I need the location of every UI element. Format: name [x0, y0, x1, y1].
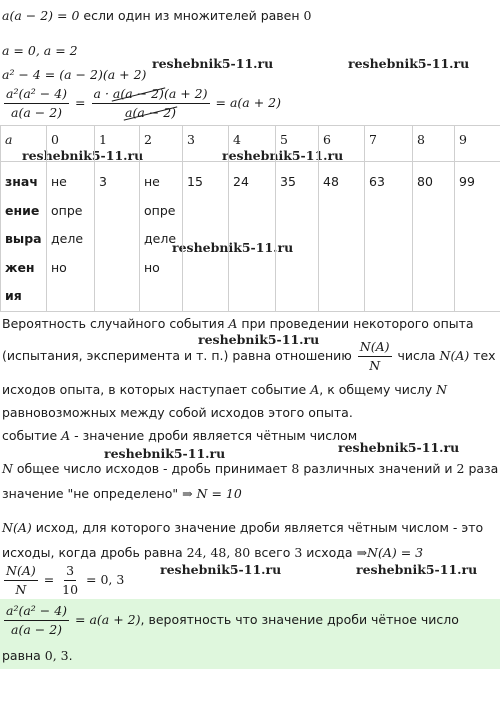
- value-cell: 63: [365, 162, 413, 312]
- table-header-cell: a: [1, 126, 47, 162]
- definition-line-2: (испытания, эксперимента и т. п.) равна отношению $\frac{N(A)}{N}$ числа N(A) тех: [2, 339, 496, 373]
- table-header-row: [1, 126, 500, 162]
- favorable-line-2: исходы, когда дробь равна 24, 48, 80 всего 3 исхода ⇒N(A) = 3: [2, 545, 424, 560]
- watermark: reshebnik5-11.ru: [338, 440, 460, 455]
- value-cell: не опре деле но: [140, 162, 183, 312]
- watermark: reshebnik5-11.ru: [104, 446, 226, 461]
- table-header-cell: 0: [47, 126, 95, 162]
- value-cell: 24: [229, 162, 276, 312]
- table-header-cell: 4: [229, 126, 276, 162]
- value-cell: 3: [95, 162, 140, 312]
- watermark: reshebnik5-11.ru: [198, 332, 320, 347]
- watermark: reshebnik5-11.ru: [348, 56, 470, 71]
- watermark: reshebnik5-11.ru: [160, 562, 282, 577]
- value-cell: 99: [455, 162, 500, 312]
- value-cell: 35: [276, 162, 319, 312]
- value-cell: 15: [183, 162, 229, 312]
- formula-roots: a = 0, a = 2: [2, 43, 78, 58]
- table-header-cell: 8: [413, 126, 455, 162]
- value-cell: 48: [319, 162, 365, 312]
- fraction-numerator: a²(a² − 4): [4, 86, 69, 104]
- event-line: событие A - значение дроби является чётным числом: [2, 428, 358, 443]
- table-header-cell: 2: [140, 126, 183, 162]
- formula-fraction-cancelled: [92, 86, 210, 121]
- definition-line-1: Вероятность случайного события A при проведении некоторого опыта: [2, 316, 474, 331]
- table-header-cell: 6: [319, 126, 365, 162]
- formula-result: = a(a + 2): [215, 95, 281, 110]
- formula-factor-zero: [2, 8, 311, 23]
- cancelled-factor: a(a − 2): [112, 86, 164, 101]
- table-row: [1, 162, 500, 312]
- watermark: reshebnik5-11.ru: [22, 148, 144, 163]
- value-cell: 80: [413, 162, 455, 312]
- formula-zero: 0: [303, 8, 312, 23]
- table-header-cell: 3: [183, 126, 229, 162]
- table-header-cell: 5: [276, 126, 319, 162]
- watermark: reshebnik5-11.ru: [222, 148, 344, 163]
- watermark: reshebnik5-11.ru: [172, 240, 294, 255]
- probability-fraction: $\frac{N(A)}{N}$: [359, 339, 390, 373]
- formula-math: a(a − 2) = 0: [2, 8, 80, 23]
- table-header-cell: 7: [365, 126, 413, 162]
- total-outcomes-result: значение "не определено" ⇒ N = 10: [2, 486, 242, 501]
- formula-fraction: [4, 86, 69, 121]
- total-outcomes-line: N общее число исходов - дробь принимает 8 различных значений и 2 раза: [2, 461, 499, 476]
- cancelled-denominator: a(a − 2): [125, 105, 177, 120]
- formula-difference-of-squares: a² − 4 = (a − 2)(a + 2): [2, 67, 147, 82]
- favorable-line-1: N(A) исход, для которого значение дроби является чётным числом - это: [2, 520, 484, 535]
- row-label-cell: знач ение выра жен ия: [1, 162, 47, 312]
- definition-line-3: исходов опыта, в которых наступает событие A, к общему числу N: [2, 382, 448, 397]
- probability-calculation: $\frac{N(A)}{N}$ = $\frac{3}{10}$ = 0, 3: [6, 563, 125, 597]
- answer-line-2: равна 0, 3.: [2, 648, 73, 663]
- values-table: [0, 125, 500, 312]
- numerator-part: a ·: [93, 86, 113, 101]
- formula-simplification: $\frac{\text{a²(a² − 4)}}{a(a - 2)}$ = $\frac{a \cdot a(a - 2)(a + 2)}{a(a - 2)}$ = a(a + 2): [6, 86, 281, 120]
- watermark: reshebnik5-11.ru: [152, 56, 274, 71]
- answer-line-1: $\frac{\text{a²(a² − 4)}}{a(a - 2)}$ = a(a + 2), вероятность что значение дроби чётное число: [6, 603, 459, 637]
- value-cell: не опре деле но: [47, 162, 95, 312]
- definition-line-4: равновозможных между собой исходов этого опыта.: [2, 405, 353, 420]
- formula-text: если один из множителей равен: [79, 8, 304, 23]
- fraction-denominator: a(a − 2): [11, 105, 63, 120]
- numerator-part: (a + 2): [163, 86, 208, 101]
- table-header-cell: 9: [455, 126, 500, 162]
- watermark: reshebnik5-11.ru: [356, 562, 478, 577]
- table-header-cell: 1: [95, 126, 140, 162]
